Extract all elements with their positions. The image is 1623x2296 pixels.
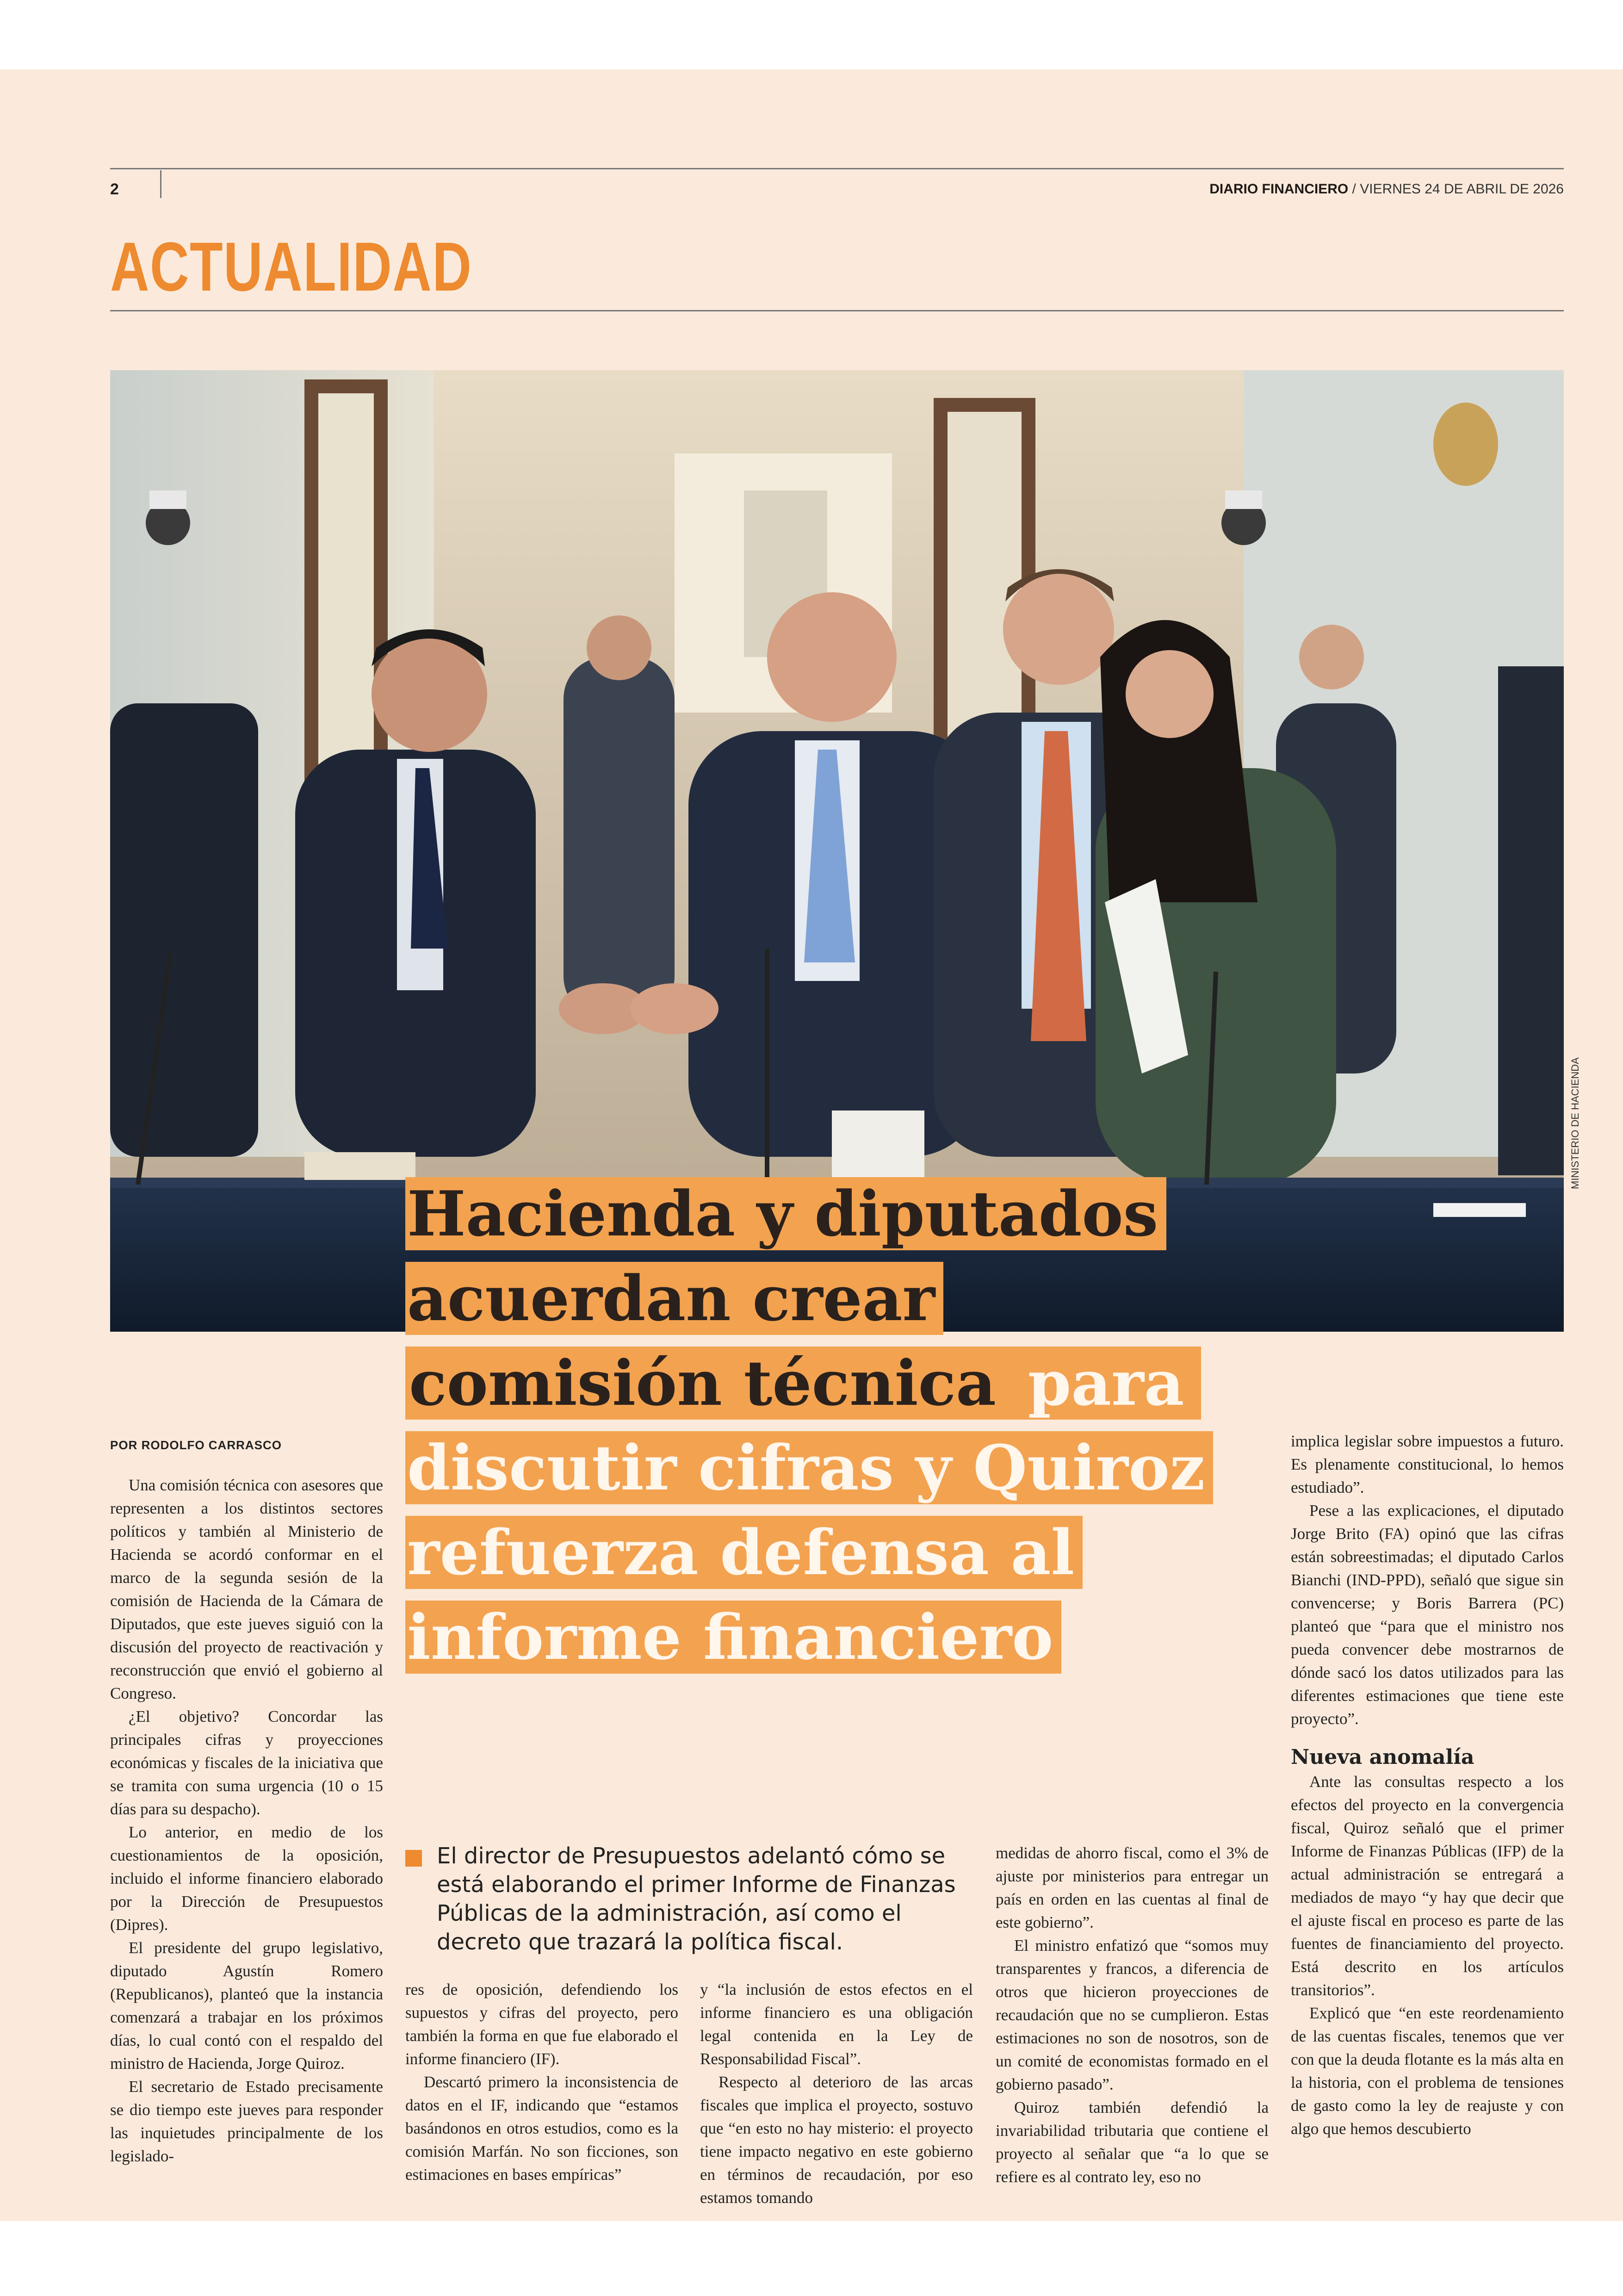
masthead: [1209, 181, 1564, 197]
lead-summary: [405, 1842, 979, 1956]
headline: [405, 1172, 1284, 1680]
section-title: ACTUALIDAD: [110, 228, 472, 305]
paragraph: Una comisión técnica con asesores que representen a los distintos sectores políticos y también al Ministerio de Hacienda se acordó conformar en el marco de la segunda sesión de la comisión de Hacienda de la Cámara de Diputados, que este jueves siguió con la discusión del proyecto de reactivación y reconstrucción que envió el gobierno al Congreso.: [110, 1476, 383, 1702]
page-number: 2: [110, 180, 119, 198]
masthead-date: / VIERNES 24 DE ABRIL DE 2026: [1348, 181, 1564, 197]
paragraph: Descartó primero la inconsistencia de datos en el IF, indicando que “estamos basándonos en otros estudios, como es la comisión Marfán. No son ficciones, son estimaciones en bases empíricas”: [405, 2073, 678, 2184]
newspaper-page: [0, 69, 1623, 2221]
paragraph: El presidente del grupo legislativo, diputado Agustín Romero (Republicanos), planteó que la instancia comenzará a trabajar en los próximos días, lo cual contó con el respaldo del ministro de Hacienda, Jorge Quiroz.: [110, 1939, 383, 2073]
headline-line-2: acuerdan crear: [405, 1262, 943, 1335]
paragraph: ¿El objetivo? Concordar las principales cifras y proyecciones económicas y fiscales de la iniciativa que se tramita con suma urgencia (10 o 15 días para su despacho).: [110, 1707, 383, 1818]
lead-bullet-square: [405, 1850, 422, 1867]
paragraph: El secretario de Estado precisamente se dio tiempo este jueves para responder las inquietudes principalmente de los legislado-: [110, 2078, 383, 2165]
masthead-paper: DIARIO FINANCIERO: [1209, 181, 1349, 197]
headline-line-5: refuerza defensa al: [405, 1516, 1083, 1589]
byline: POR RODOLFO CARRASCO: [110, 1438, 282, 1452]
paragraph: res de oposición, defendiendo los supuestos y cifras del proyecto, pero también la forma en que fue elaborado el informe financiero (IF).: [405, 1980, 678, 2068]
paragraph: Ante las consultas respecto a los efectos del proyecto en la convergencia fiscal, Quiroz señaló que el primer Informe de Finanzas Públicas (IFP) de la actual administración se entregará a mediados de mayo “y hay que decir que el ajuste fiscal en proceso es parte de las fuentes de financiamiento del proyecto. Está descrito en los artículos transitorios”.: [1291, 1773, 1564, 1999]
column-4: [996, 1842, 1269, 2189]
paragraph: implica legislar sobre impuestos a futuro. Es plenamente constitucional, lo hemos estudiado”.: [1291, 1432, 1564, 1496]
paragraph: Pese a las explicaciones, el diputado Jorge Brito (FA) opinó que las cifras están sobreestimadas; el diputado Carlos Bianchi (IND-PPD), señaló que sigue sin convencerse; y Boris Barrera (PC) planteó que “para que el ministro nos pueda convencer debe mostrarnos de dónde sacó los datos utilizados para las diferentes estimaciones que tiene este proyecto”.: [1291, 1502, 1564, 1728]
paragraph: medidas de ahorro fiscal, como el 3% de ajuste por ministerios para entregar un país en orden en las cuentas al final de este gobierno”.: [996, 1844, 1269, 1931]
paragraph: y “la inclusión de estos efectos en el informe financiero es una obligación legal contenida en la Ley de Responsabilidad Fiscal”.: [700, 1980, 973, 2068]
headline-line-1: Hacienda y diputados: [405, 1177, 1166, 1250]
photo-credit: MINISTERIO DE HACIENDA: [1569, 1057, 1581, 1189]
paragraph: Respecto al deterioro de las arcas fiscales que implica el proyecto, sostuvo que “en esto no hay misterio: el proyecto tiene impacto negativo en este gobierno en términos de recaudación, por eso estamos tomando: [700, 2073, 973, 2207]
header-divider: [160, 170, 161, 198]
header-rule-bottom: [110, 310, 1564, 311]
headline-line-6: informe financiero: [405, 1601, 1061, 1674]
header-rule-top: [110, 168, 1564, 169]
paragraph: Quiroz también defendió la invariabilidad tributaria que contiene el proyecto al señalar que “a lo que se refiere es al contrato ley, eso no: [996, 2098, 1269, 2186]
paragraph: Lo anterior, en medio de los cuestionamientos de la oposición, incluido el informe financiero elaborado por la Dirección de Presupuestos (Dipres).: [110, 1823, 383, 1934]
column-2: [405, 1978, 678, 2186]
column-5: [1291, 1430, 1564, 2141]
paragraph: Explicó que “en este reordenamiento de las cuentas fiscales, tenemos que ver con que la deuda flotante es la más alta en la historia, con el problema de tensiones de gasto como la ley de reajuste y con algo que hemos descubierto: [1291, 2004, 1564, 2138]
headline-line-3-light: para: [1026, 1347, 1193, 1420]
lead-text: El director de Presupuestos adelantó cómo se está elaborando el primer Informe de Finanzas Públicas de la administración, así como el decreto que trazará la política fiscal.: [437, 1843, 956, 1955]
subheading: Nueva anomalía: [1291, 1745, 1474, 1769]
column-1: [110, 1474, 383, 2168]
headline-line-4: discutir cifras y Quiroz: [405, 1431, 1213, 1504]
paragraph: El ministro enfatizó que “somos muy transparentes y francos, a diferencia de otros que hicieron proyecciones de recaudación que no se cumplieron. Estas estimaciones no son de nosotros, son de un comité de economistas formado en el gobierno pasado”.: [996, 1936, 1269, 2093]
column-3: [700, 1978, 973, 2209]
headline-line-3-dark: comisión técnica: [407, 1347, 1026, 1420]
